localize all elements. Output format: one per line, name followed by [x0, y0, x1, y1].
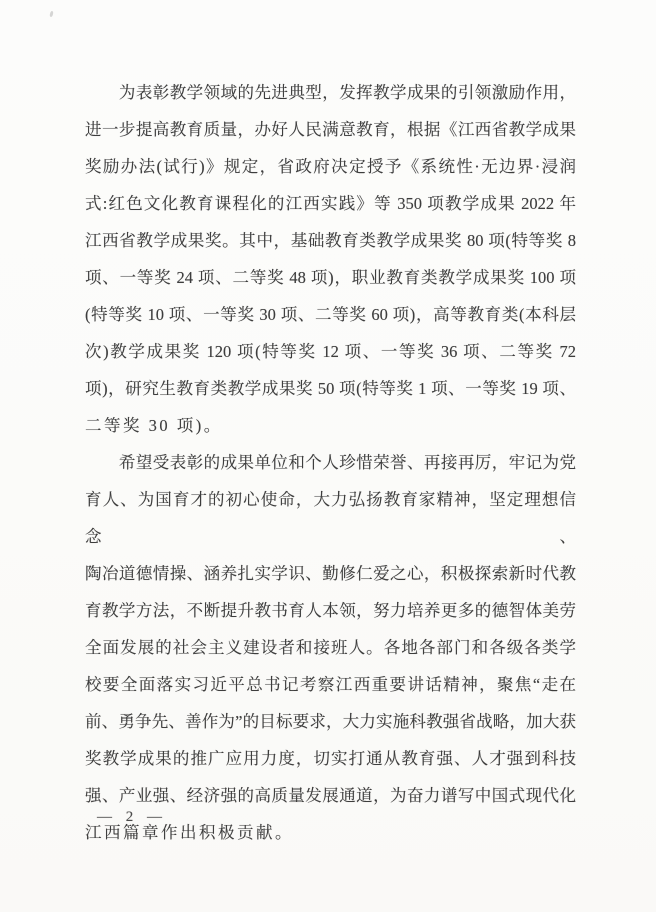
text-line: 校要全面落实习近平总书记考察江西重要讲话精神，聚焦“走在 — [85, 675, 576, 694]
text-line: 全面发展的社会主义建设者和接班人。各地各部门和各级各类学 — [85, 638, 576, 657]
text-line: 江西篇章作出积极贡献。 — [85, 823, 294, 842]
text-line: 育教学方法，不断提升教书育人本领，努力培养更多的德智体美劳 — [85, 601, 576, 620]
text-line: 希望受表彰的成果单位和个人珍惜荣誉、再接再厉，牢记为党 — [85, 453, 576, 472]
text-line: 项)，研究生教育类教学成果奖 50 项(特等奖 1 项、一等奖 19 项、 — [85, 379, 576, 398]
text-line: 强、产业强、经济强的高质量发展通道，为奋力谱写中国式现代化 — [85, 786, 576, 805]
text-line: 前、勇争先、善作为”的目标要求，大力实施科教强省战略，加大获 — [85, 712, 576, 731]
text-line: 式:红色文化教育课程化的江西实践》等 350 项教学成果 2022 年 — [85, 194, 576, 213]
text-line: 项、一等奖 24 项、二等奖 48 项)，职业教育类教学成果奖 100 项 — [85, 268, 576, 287]
text-line: 进一步提高教育质量，办好人民满意教育，根据《江西省教学成果 — [85, 120, 576, 139]
page-number: — 2 — — [97, 809, 167, 825]
text-line: 次)教学成果奖 120 项(特等奖 12 项、一等奖 36 项、二等奖 72 — [85, 342, 576, 361]
scan-artifact — [49, 11, 53, 18]
text-line: 奖励办法(试行)》规定，省政府决定授予《系统性·无边界·浸润 — [85, 157, 576, 176]
document-body — [85, 74, 576, 851]
text-line: 育人、为国育才的初心使命，大力弘扬教育家精神，坚定理想信念、 — [85, 490, 576, 546]
text-line: 为表彰教学领域的先进典型，发挥教学成果的引领激励作用， — [85, 83, 576, 102]
text-line: 奖教学成果的推广应用力度，切实打通从教育强、人才强到科技 — [85, 749, 576, 768]
text-line: 二等奖 30 项)。 — [85, 416, 223, 435]
text-line: 江西省教学成果奖。其中，基础教育类教学成果奖 80 项(特等奖 8 — [85, 231, 576, 250]
text-line: (特等奖 10 项、一等奖 30 项、二等奖 60 项)，高等教育类(本科层 — [85, 305, 576, 324]
text-line: 陶冶道德情操、涵养扎实学识、勤修仁爱之心，积极探索新时代教 — [85, 564, 576, 583]
